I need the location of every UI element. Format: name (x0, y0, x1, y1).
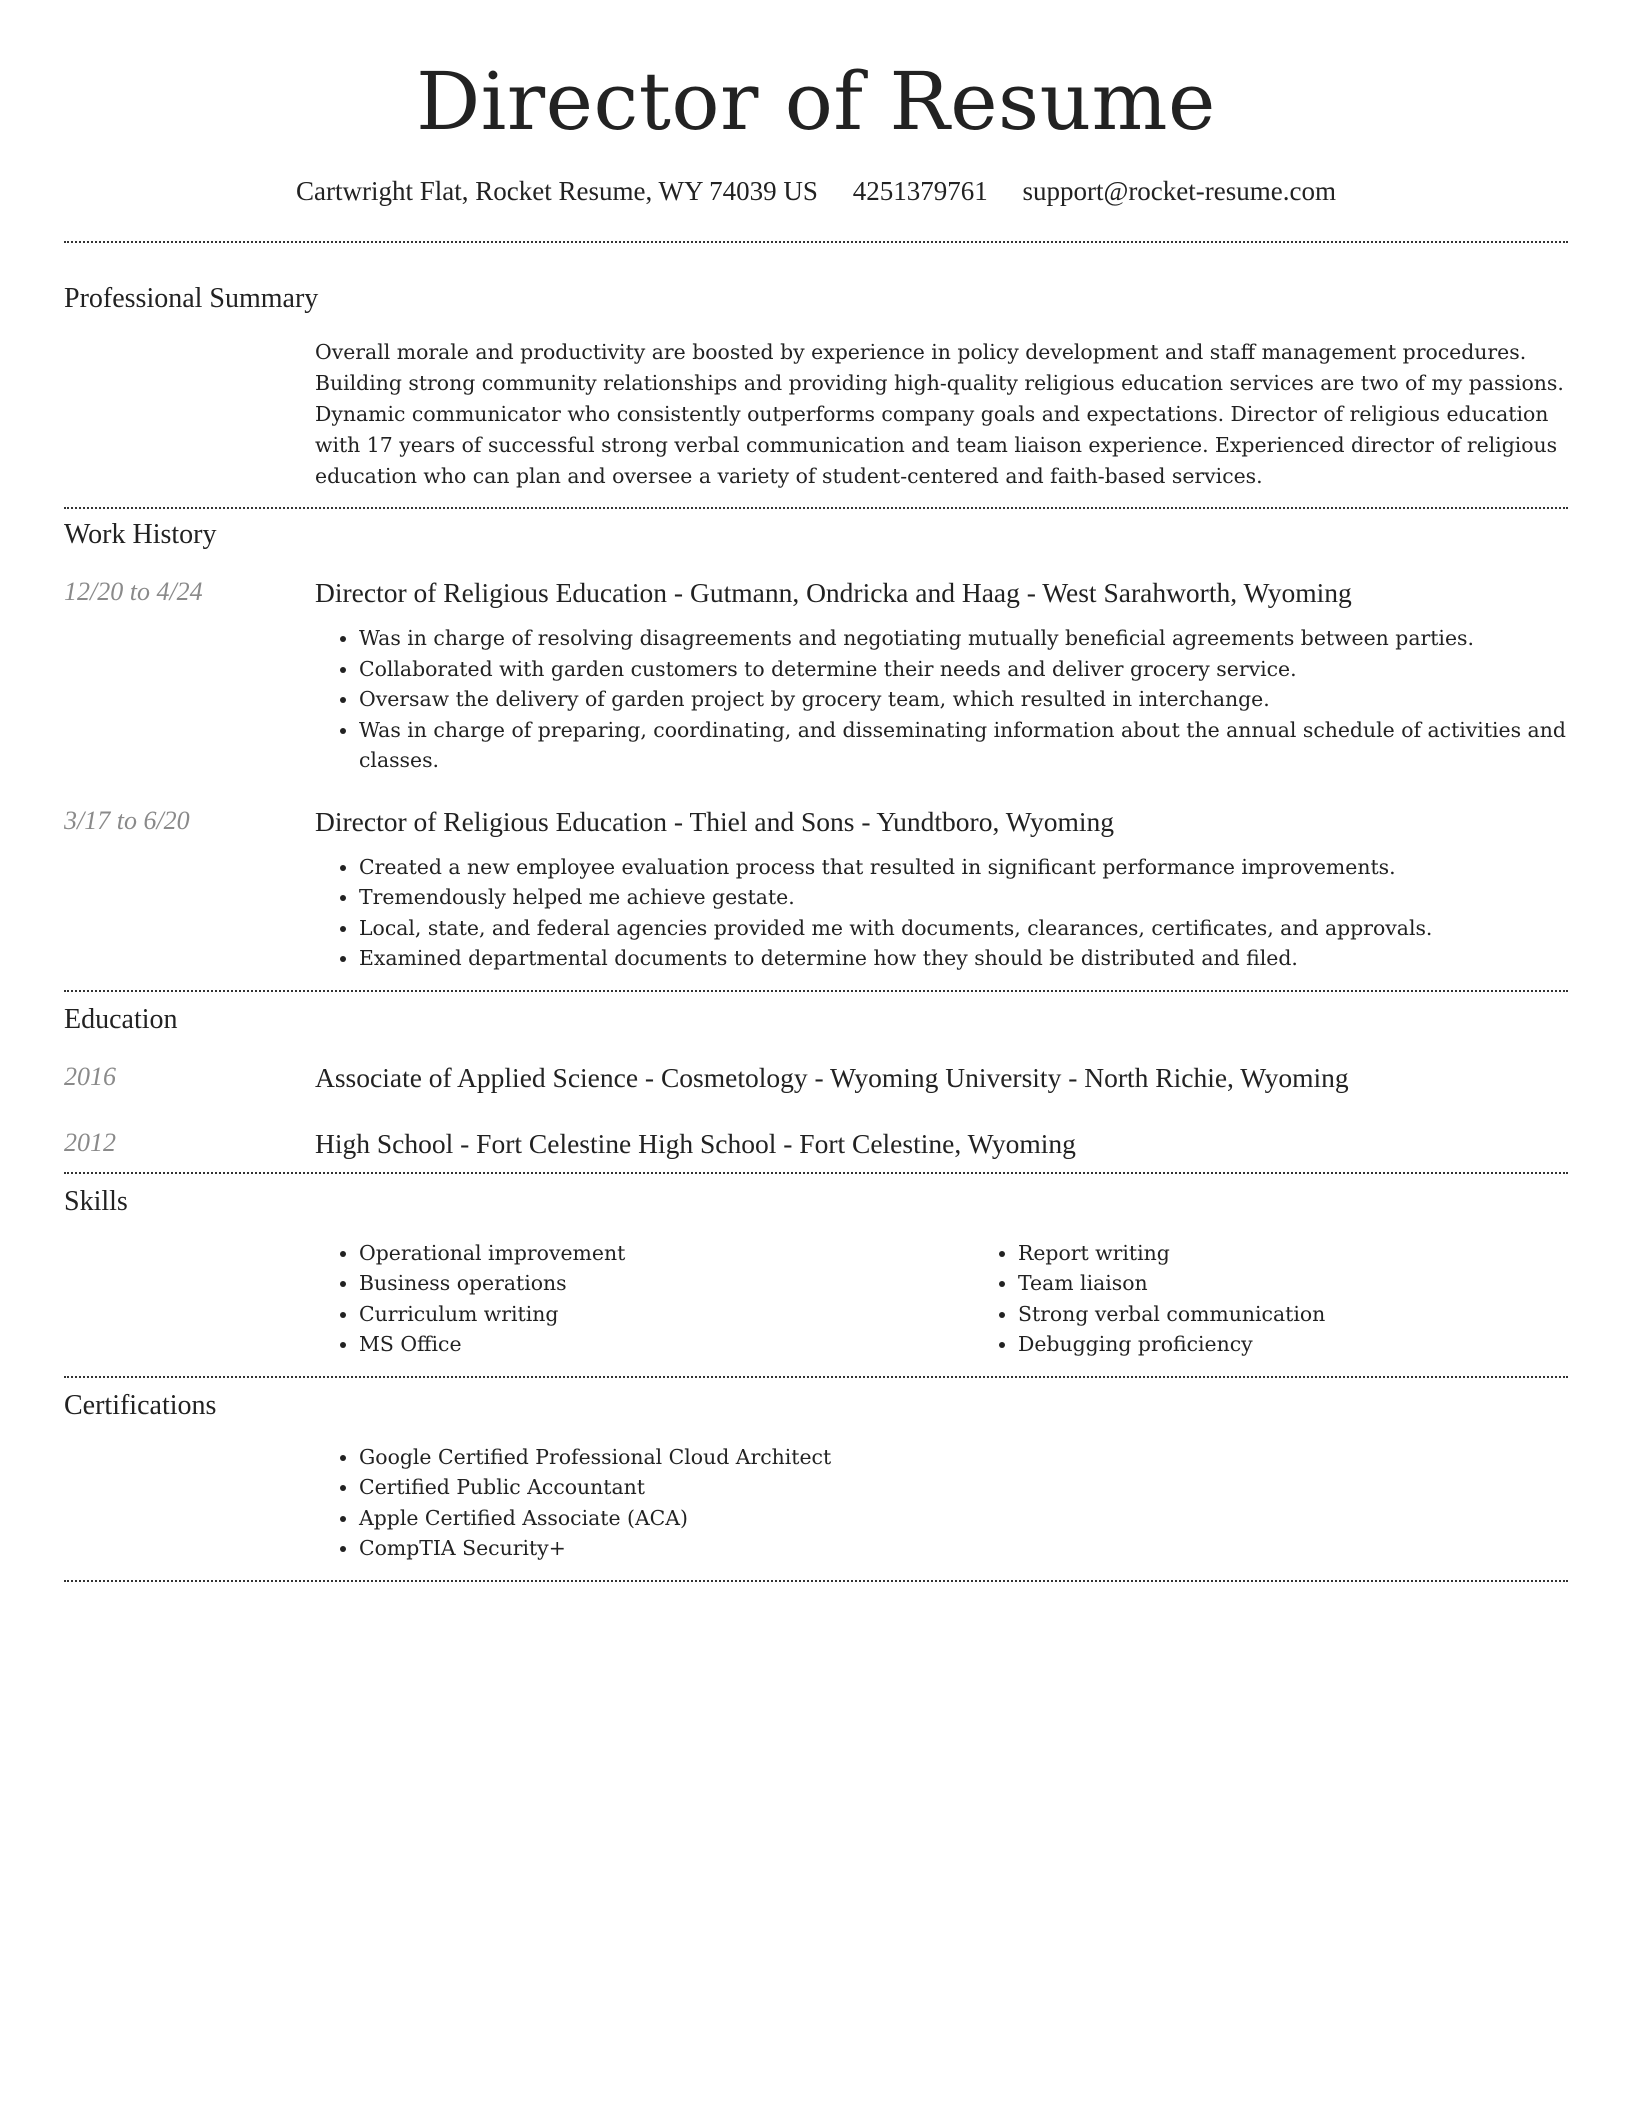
education-entry (64, 1128, 1568, 1160)
list-item: • Google Certified Professional Cloud Architect (359, 1442, 1568, 1473)
summary-row (64, 337, 1568, 492)
list-item: • Debugging proficiency (1018, 1329, 1632, 1360)
skills-grid (315, 1238, 1632, 1360)
skills-list-left (315, 1238, 974, 1360)
education-entry (64, 1062, 1568, 1094)
divider (64, 1376, 1568, 1378)
resume-name: Director of Resume (416, 55, 1216, 148)
certifications-list (315, 1442, 1568, 1564)
list-item: • Report writing (1018, 1238, 1632, 1269)
job-dates: 3/17 to 6/20 (64, 805, 190, 835)
list-item: • CompTIA Security+ (359, 1533, 1568, 1564)
job-heading: Director of Religious Education - Gutmann, Ondricka and Haag - West Sarahworth, Wyoming (315, 577, 1352, 608)
contact-line (64, 176, 1568, 207)
education-heading: High School - Fort Celestine High School - Fort Celestine, Wyoming (315, 1127, 1076, 1159)
list-item: • Business operations (359, 1268, 974, 1299)
job-dates: 12/20 to 4/24 (64, 577, 203, 606)
section-title-certifications: Certifications (64, 1389, 217, 1421)
section-title-work: Work History (64, 519, 217, 550)
list-item: • Was in charge of resolving disagreements and negotiating mutually beneficial agreements between parties. (359, 623, 1568, 654)
list-item: • MS Office (359, 1329, 974, 1360)
divider (64, 1172, 1568, 1174)
resume-page (64, 0, 1568, 1582)
divider (64, 507, 1568, 509)
list-item: • Certified Public Accountant (359, 1472, 1568, 1503)
job-bullets (315, 852, 1568, 974)
list-item: • Collaborated with garden customers to determine their needs and deliver grocery service. (359, 654, 1568, 685)
list-item: • Apple Certified Associate (ACA) (359, 1503, 1568, 1534)
summary-text: Overall morale and productivity are boosted by experience in policy development and staff management procedures. Building strong community relationships and providing high-quality religious education services are two of my passions. Dynamic communicator who consistently outperforms company goals and expectations. Director of religious education with 17 years of successful strong verbal communication and team liaison experience. Experienced director of religious education who can plan and oversee a variety of student-centered and faith-based services. (315, 340, 1564, 488)
skills-row (64, 1238, 1568, 1360)
divider (64, 990, 1568, 992)
list-item: • Created a new employee evaluation process that resulted in significant performance improvements. (359, 852, 1568, 883)
list-item: • Team liaison (1018, 1268, 1632, 1299)
list-item: • Tremendously helped me achieve gestate. (359, 882, 1568, 913)
list-item: • Strong verbal communication (1018, 1299, 1632, 1330)
list-item: • Oversaw the delivery of garden project by grocery team, which resulted in interchange. (359, 684, 1568, 715)
list-item: • Local, state, and federal agencies provided me with documents, clearances, certificates, and approvals. (359, 913, 1568, 944)
list-item: • Operational improvement (359, 1238, 974, 1269)
divider (64, 241, 1568, 243)
section-title-summary: Professional Summary (64, 283, 319, 314)
job-bullets (315, 623, 1568, 776)
job-entry (64, 806, 1568, 974)
list-item: • Curriculum writing (359, 1299, 974, 1330)
contact-email: support@rocket-resume.com (1022, 176, 1336, 206)
list-item: • Examined departmental documents to determine how they should be distributed and filed. (359, 943, 1568, 974)
job-entry (64, 577, 1568, 776)
contact-phone: 4251379761 (852, 176, 988, 206)
certifications-row (64, 1442, 1568, 1564)
education-year: 2012 (64, 1127, 116, 1157)
education-heading: Associate of Applied Science - Cosmetology - Wyoming University - North Richie, Wyoming (315, 1061, 1349, 1093)
section-title-skills: Skills (64, 1185, 128, 1217)
skills-list-right (974, 1238, 1632, 1360)
education-year: 2016 (64, 1061, 116, 1091)
divider (64, 1580, 1568, 1582)
job-heading: Director of Religious Education - Thiel and Sons - Yundtboro, Wyoming (315, 805, 1115, 837)
section-title-education: Education (64, 1003, 178, 1035)
contact-address: Cartwright Flat, Rocket Resume, WY 74039 US (296, 176, 818, 206)
list-item: • Was in charge of preparing, coordinating, and disseminating information about the annual schedule of activities and classes. (359, 715, 1568, 776)
